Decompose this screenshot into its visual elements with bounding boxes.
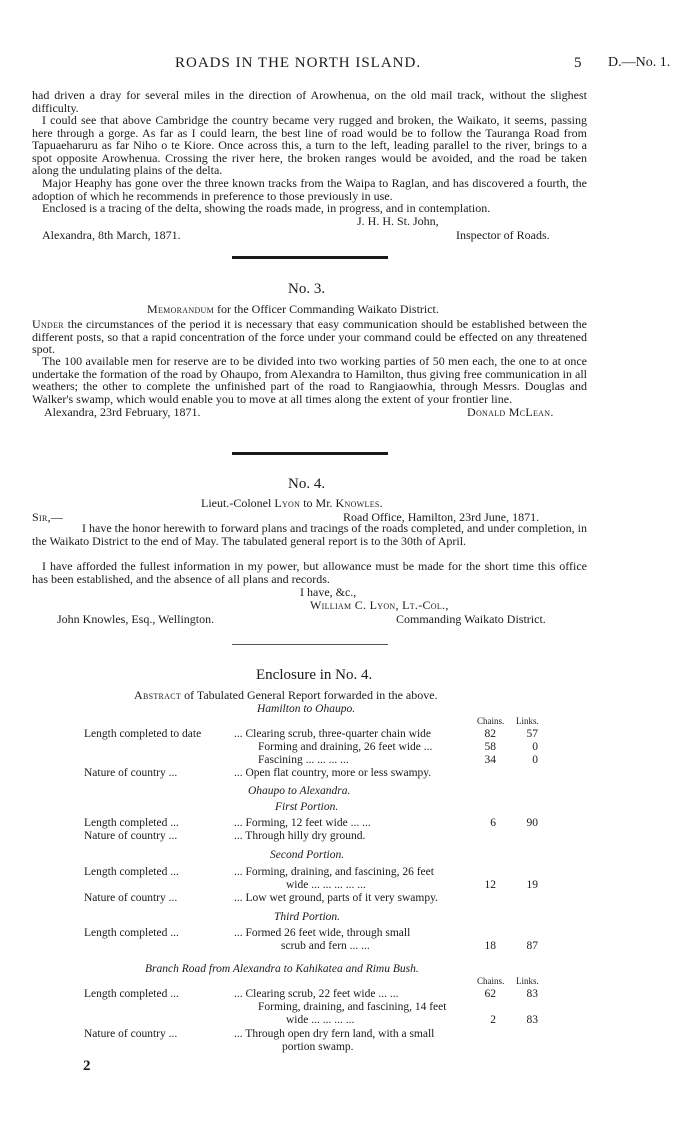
chains-value: 12	[484, 879, 496, 891]
place-date: Alexandra, 8th March, 1871.	[42, 228, 181, 242]
links-value: 57	[526, 728, 538, 740]
links-value: 0	[532, 741, 538, 753]
row-description: ... Through hilly dry ground.	[234, 830, 366, 842]
signer: J. H. H. St. John,	[357, 214, 439, 228]
row-label: Length completed ...	[84, 817, 179, 829]
memo-title-rest: for the Officer Commanding Waikato District.	[217, 302, 439, 316]
links-value: 83	[526, 988, 538, 1000]
document-reference: D.—No. 1.	[608, 55, 671, 70]
closing: I have, &c.,	[300, 585, 357, 599]
row-description: ... Low wet ground, parts of it very swampy.	[234, 892, 438, 904]
place-date: Alexandra, 23rd February, 1871.	[44, 405, 201, 419]
row-label: Length completed ...	[84, 927, 179, 939]
column-header-links: Links.	[516, 716, 539, 726]
row-description: portion swamp.	[282, 1041, 354, 1053]
paragraph: I have afforded the fullest information in my power, but allowance must be made for the short time this office has been established, and the absence of all plans and records.	[32, 559, 587, 586]
row-description: wide ... ... ... ... ...	[286, 879, 366, 891]
row-label: Nature of country ...	[84, 767, 178, 779]
row-description: ... Formed 26 feet wide, through small	[234, 927, 411, 939]
paragraph: The 100 available men for reserve are to be divided into two working parties of 50 men each, the one to at once undertake the formation of the road by Ohaupo, from Alexandra to Hamilton, thus giving free communication in all weathers; the other to complete the unfinished part of the road to Rangiaowhia, through Messrs. Douglas and Walker's swamp, which would enable you to move at all times along the extent of your frontier line.	[32, 354, 587, 406]
section-divider	[232, 644, 388, 645]
row-description: ... Clearing scrub, three-quarter chain wide	[234, 728, 432, 740]
signer-title: Commanding Waikato District.	[396, 612, 546, 626]
chains-value: 6	[490, 817, 496, 829]
lead-word: Under	[32, 317, 64, 331]
table-subsection-title: Third Portion.	[274, 911, 341, 923]
address: Road Office, Hamilton, 23rd June, 1871.	[343, 510, 540, 524]
chains-value: 18	[484, 940, 496, 952]
paragraph-text: the circumstances of the period it is necessary that easy communication should be established between the different posts, so that a rapid concentration of the force under your command could be effected on any threatened spot.	[32, 317, 588, 357]
salutation: Sir,—	[32, 510, 64, 524]
chains-value: 82	[484, 728, 496, 740]
subtitle-name: Lyon	[274, 496, 301, 510]
section-heading: No. 4.	[288, 476, 326, 492]
paragraph: I could see that above Cambridge the country became very rugged and broken, the Waikato, it seems, passing here through a gorge. As far as I could learn, the best line of road would be to follow the Tauranga Road from Tapuaeharuru as far Niho o te Kiore. Once across this, a turn to the left, leading parallel to the river, brings to a spot opposite Arowhenua. Crossing the river here, the broken ranges would be avoided, and the road be taken along the undulating plains of the delta.	[32, 113, 587, 178]
subtitle-part: to Mr.	[303, 496, 333, 510]
paragraph: Major Heaphy has gone over the three known tracks from the Waipa to Raglan, and has discovered a fourth, the adoption of which he recommends in preference to those previously in use.	[32, 176, 587, 203]
column-header-links: Links.	[516, 976, 539, 986]
signature-mark: 2	[83, 1058, 91, 1074]
running-title: ROADS IN THE NORTH ISLAND.	[175, 55, 422, 71]
page-number: 5	[574, 55, 582, 71]
row-label: Length completed ...	[84, 866, 179, 878]
row-label: Length completed to date	[84, 728, 202, 740]
row-description: ... Open flat country, more or less swampy.	[234, 767, 432, 779]
abstract-rest: of Tabulated General Report forwarded in the above.	[184, 688, 438, 702]
row-description: ... Forming, draining, and fascining, 26 feet	[234, 866, 434, 878]
chains-value: 34	[484, 754, 496, 766]
table-subsection-title: First Portion.	[275, 801, 339, 813]
table-section-title: Ohaupo to Alexandra.	[248, 785, 351, 797]
row-description: Forming, draining, and fascining, 14 feet	[258, 1001, 447, 1013]
links-value: 87	[526, 940, 538, 952]
row-description: ... Forming, 12 feet wide ... ...	[234, 817, 371, 829]
links-value: 90	[526, 817, 538, 829]
row-label: Length completed ...	[84, 988, 179, 1000]
signer-title: Inspector of Roads.	[456, 228, 550, 242]
signer: Donald McLean.	[467, 405, 554, 419]
subtitle-part: Lieut.-Colonel	[201, 496, 272, 510]
addressee: John Knowles, Esq., Wellington.	[57, 612, 215, 626]
enclosure-heading: Enclosure in No. 4.	[256, 667, 373, 683]
row-description: wide ... ... ... ...	[286, 1014, 355, 1026]
paragraph: I have the honor herewith to forward plans and tracings of the roads completed, and under completion, in the Waikato District to the end of May. The tabulated general report is to the 30th of April.	[32, 521, 587, 548]
section-divider	[232, 452, 388, 455]
subtitle-name: Knowles.	[335, 496, 383, 510]
section-divider	[232, 256, 388, 259]
row-description: scrub and fern ... ...	[281, 940, 370, 952]
row-description: ... Through open dry fern land, with a small	[234, 1028, 435, 1040]
chains-value: 62	[484, 988, 496, 1000]
chains-value: 58	[484, 741, 496, 753]
letter-subtitle	[201, 496, 383, 511]
column-header-chains: Chains.	[477, 716, 505, 726]
row-label: Nature of country ...	[84, 830, 178, 842]
links-value: 83	[526, 1014, 538, 1026]
table-section-title: Hamilton to Ohaupo.	[257, 703, 356, 715]
column-header-chains: Chains.	[477, 976, 505, 986]
memo-title	[147, 302, 439, 317]
abstract-lead: Abstract	[134, 688, 182, 702]
signer: William C. Lyon, Lt.-Col.,	[310, 598, 449, 612]
row-description: Fascining ... ... ... ...	[258, 754, 349, 766]
chains-value: 2	[490, 1014, 496, 1026]
abstract-title	[134, 688, 438, 703]
section-heading: No. 3.	[288, 281, 326, 297]
links-value: 19	[526, 879, 538, 891]
row-label: Nature of country ...	[84, 1028, 178, 1040]
row-label: Nature of country ...	[84, 892, 178, 904]
memo-title-lead: Memorandum	[147, 302, 215, 316]
table-subsection-title: Second Portion.	[270, 849, 345, 861]
row-description: ... Clearing scrub, 22 feet wide ... ...	[234, 988, 399, 1000]
table-section-title: Branch Road from Alexandra to Kahikatea and Rimu Bush.	[145, 963, 419, 975]
row-description: Forming and draining, 26 feet wide ...	[258, 741, 433, 753]
paragraph: had driven a dray for several miles in the direction of Arowhenua, on the old mail track, without the slighest difficulty.	[32, 88, 587, 115]
paragraph: Enclosed is a tracing of the delta, showing the roads made, in progress, and in contemplation.	[42, 201, 491, 215]
links-value: 0	[532, 754, 538, 766]
paragraph	[32, 318, 587, 356]
